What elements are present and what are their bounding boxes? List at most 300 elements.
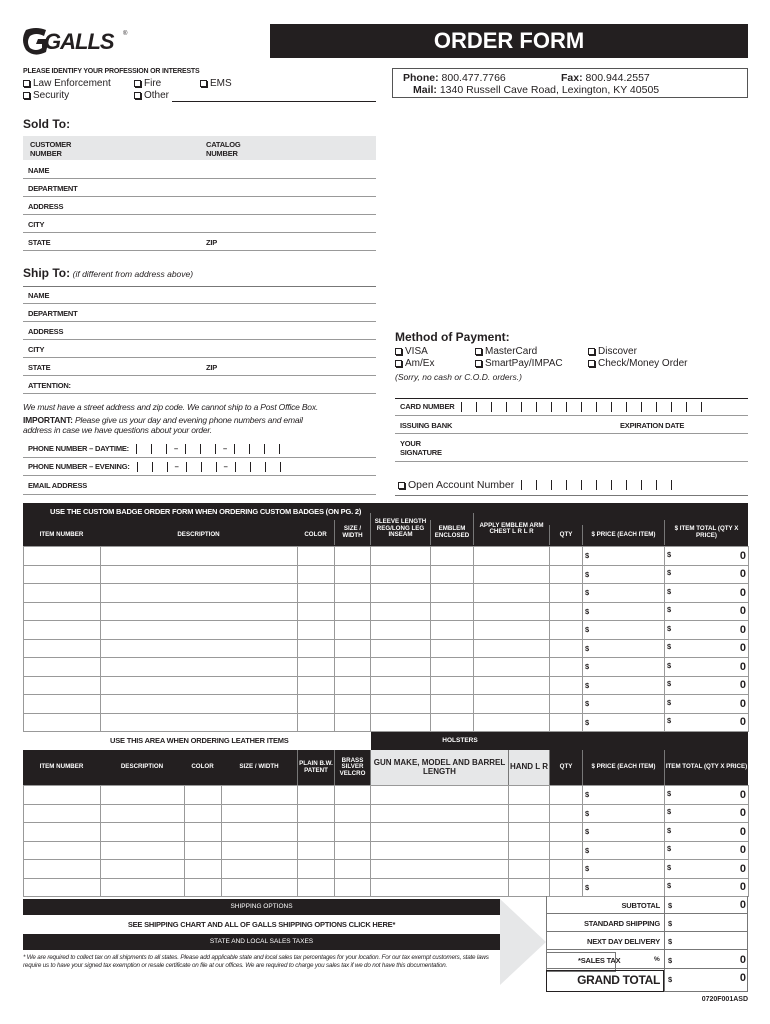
input-cell[interactable] [101, 639, 298, 658]
leather-table [23, 785, 749, 897]
input-cell[interactable] [101, 841, 185, 860]
price-cell[interactable]: $ [583, 878, 665, 897]
price-cell[interactable]: $ [583, 804, 665, 823]
input-cell[interactable] [371, 841, 509, 860]
input-cell[interactable] [335, 786, 371, 805]
ship-address-label: ADDRESS [28, 327, 64, 336]
input-cell[interactable] [550, 786, 583, 805]
lhdr-price: $ PRICE (EACH ITEM) [582, 750, 664, 785]
table-row [24, 713, 749, 732]
input-cell[interactable] [335, 860, 371, 879]
input-cell[interactable] [371, 695, 431, 714]
input-cell[interactable] [185, 860, 222, 879]
input-cell[interactable] [371, 860, 509, 879]
input-cell[interactable] [101, 565, 298, 584]
lhdr-gun: GUN MAKE, MODEL AND BARREL LENGTH [370, 750, 508, 785]
important-note: IMPORTANT: Please give us your day and evening phone numbers and email address in case we have questions about your order. [23, 415, 303, 435]
input-cell[interactable] [474, 676, 550, 695]
input-cell[interactable] [474, 695, 550, 714]
hdr-emblem: EMBLEM ENCLOSED [430, 520, 473, 545]
table-row [24, 860, 749, 879]
email-label: EMAIL ADDRESS [28, 481, 88, 490]
input-cell[interactable] [371, 676, 431, 695]
total-cell[interactable]: $ 0 [665, 621, 749, 640]
input-cell[interactable] [335, 713, 371, 732]
input-cell[interactable] [24, 621, 101, 640]
input-cell[interactable] [298, 860, 335, 879]
input-cell[interactable] [24, 602, 101, 621]
input-cell[interactable] [24, 823, 101, 842]
input-cell[interactable] [101, 658, 298, 677]
input-cell[interactable] [298, 786, 335, 805]
input-cell[interactable] [335, 841, 371, 860]
input-cell[interactable] [298, 565, 335, 584]
ship-department-field[interactable] [23, 304, 376, 322]
input-cell[interactable] [550, 658, 583, 677]
ship-attention-label: ATTENTION: [28, 381, 71, 390]
input-cell[interactable] [24, 584, 101, 603]
hdr-total: $ ITEM TOTAL (QTY X PRICE) [664, 520, 748, 545]
lhdr-qty: QTY [549, 750, 582, 785]
page-title: ORDER FORM [270, 24, 748, 58]
sales-tax-dollar: $ [668, 956, 672, 965]
input-cell[interactable] [371, 823, 509, 842]
input-cell[interactable] [474, 658, 550, 677]
input-cell[interactable] [335, 547, 371, 566]
subtotal-value: 0 [739, 899, 746, 911]
input-cell[interactable] [298, 621, 335, 640]
input-cell[interactable] [550, 565, 583, 584]
hdr-color: COLOR [297, 525, 334, 545]
input-cell[interactable] [474, 584, 550, 603]
hdr-apply-emblem: APPLY EMBLEM ARM CHEST L R L R [473, 513, 549, 545]
input-cell[interactable] [298, 602, 335, 621]
checkbox-icon [398, 482, 405, 489]
price-cell[interactable]: $ [583, 602, 665, 621]
total-cell[interactable]: $ 0 [665, 547, 749, 566]
phone-eve-label: PHONE NUMBER – EVENING: – – [28, 462, 288, 472]
input-cell[interactable] [101, 547, 298, 566]
grand-total-label: GRAND TOTAL [577, 973, 660, 987]
logo-text: GALLS [44, 29, 114, 54]
input-cell[interactable] [550, 547, 583, 566]
input-cell[interactable] [335, 878, 371, 897]
items-table [23, 546, 749, 732]
input-cell[interactable] [101, 804, 185, 823]
profession-ems[interactable]: EMS [200, 78, 232, 89]
input-cell[interactable] [371, 786, 509, 805]
table-row [24, 804, 749, 823]
input-cell[interactable] [371, 878, 509, 897]
input-cell[interactable] [550, 695, 583, 714]
form-code: 0720F001ASD [701, 996, 748, 1003]
table-row [24, 841, 749, 860]
input-cell[interactable] [222, 823, 298, 842]
input-cell[interactable] [474, 621, 550, 640]
standard-shipping-dollar: $ [668, 919, 672, 928]
price-cell[interactable]: $ [583, 823, 665, 842]
input-cell[interactable] [24, 658, 101, 677]
price-cell[interactable]: $ [583, 786, 665, 805]
phone-eve-field[interactable] [23, 458, 376, 476]
input-cell[interactable] [222, 841, 298, 860]
table-row [24, 878, 749, 897]
input-cell[interactable] [185, 823, 222, 842]
lhdr-plain: PLAIN B.W. PATENT [297, 750, 334, 785]
ship-city-field[interactable] [23, 340, 376, 358]
hdr-sleeve: SLEEVE LENGTH REG/LONG LEG INSEAM [370, 513, 430, 545]
input-cell[interactable] [509, 786, 550, 805]
input-cell[interactable] [550, 860, 583, 879]
sold-address-field[interactable] [23, 197, 376, 215]
profession-other[interactable]: Other [134, 90, 169, 101]
ship-city-label: CITY [28, 345, 45, 354]
input-cell[interactable] [550, 841, 583, 860]
total-cell[interactable]: $ 0 [665, 639, 749, 658]
checkbox-icon [134, 92, 141, 99]
input-cell[interactable] [431, 639, 474, 658]
input-cell[interactable] [101, 584, 298, 603]
hdr-item-number: ITEM NUMBER [23, 525, 100, 545]
input-cell[interactable] [431, 713, 474, 732]
input-cell[interactable] [185, 878, 222, 897]
checkbox-icon [200, 80, 207, 87]
issuing-bank-label: ISSUING BANK [400, 421, 453, 430]
input-cell[interactable] [298, 658, 335, 677]
price-cell[interactable]: $ [583, 841, 665, 860]
total-cell[interactable]: $ 0 [665, 695, 749, 714]
input-cell[interactable] [550, 584, 583, 603]
shipping-chart-link[interactable]: SEE SHIPPING CHART AND ALL OF GALLS SHIPPING OPTIONS CLICK HERE* [127, 920, 396, 929]
input-cell[interactable] [550, 639, 583, 658]
input-cell[interactable] [509, 841, 550, 860]
input-cell[interactable] [24, 841, 101, 860]
lhdr-brass: BRASS SILVER VELCRO [334, 750, 370, 785]
nextday-dollar: $ [668, 937, 672, 946]
other-field[interactable] [172, 101, 376, 102]
input-cell[interactable] [298, 695, 335, 714]
ship-attention-field[interactable] [23, 376, 376, 394]
pay-discover[interactable]: Discover [588, 346, 637, 357]
input-cell[interactable] [101, 878, 185, 897]
input-cell[interactable] [101, 602, 298, 621]
ship-name-field[interactable] [23, 286, 376, 304]
ship-department-label: DEPARTMENT [28, 309, 78, 318]
checkbox-icon [395, 360, 402, 367]
input-cell[interactable] [371, 658, 431, 677]
lhdr-size: SIZE / WIDTH [221, 750, 297, 785]
input-cell[interactable] [371, 547, 431, 566]
sales-tax-label: *SALES TAX [578, 956, 621, 965]
input-cell[interactable] [101, 676, 298, 695]
price-cell[interactable]: $ [583, 695, 665, 714]
input-cell[interactable] [298, 639, 335, 658]
input-cell[interactable] [335, 823, 371, 842]
profession-security[interactable]: Security [23, 90, 69, 101]
input-cell[interactable] [222, 786, 298, 805]
input-cell[interactable] [431, 565, 474, 584]
checkbox-icon [475, 348, 482, 355]
checkbox-icon [23, 80, 30, 87]
input-cell[interactable] [222, 860, 298, 879]
sold-address-label: ADDRESS [28, 202, 64, 211]
price-cell[interactable]: $ [583, 639, 665, 658]
grand-total-value: 0 [739, 972, 746, 984]
state-tax-bar: STATE AND LOCAL SALES TAXES [23, 934, 500, 950]
ship-state-field[interactable] [23, 358, 376, 376]
sold-name-label: NAME [28, 166, 50, 175]
custom-badge-banner: USE THE CUSTOM BADGE ORDER FORM WHEN ORDERING CUSTOM BADGES (ON PG. 2) [50, 507, 362, 516]
sales-tax-value: 0 [739, 954, 746, 966]
card-number-field[interactable] [395, 398, 748, 416]
input-cell[interactable] [298, 804, 335, 823]
input-cell[interactable] [550, 621, 583, 640]
input-cell[interactable] [298, 584, 335, 603]
signature-field[interactable] [395, 434, 748, 462]
table-row [24, 676, 749, 695]
input-cell[interactable] [24, 878, 101, 897]
price-cell[interactable]: $ [583, 547, 665, 566]
hdr-description: DESCRIPTION [100, 525, 297, 545]
price-cell[interactable]: $ [583, 584, 665, 603]
input-cell[interactable] [371, 621, 431, 640]
input-cell[interactable] [24, 804, 101, 823]
input-cell[interactable] [298, 713, 335, 732]
table-row [24, 823, 749, 842]
payment-title: Method of Payment: [395, 330, 510, 344]
input-cell[interactable] [431, 621, 474, 640]
checkbox-icon [23, 92, 30, 99]
input-cell[interactable] [431, 547, 474, 566]
total-cell[interactable]: $ 0 [665, 676, 749, 695]
standard-shipping-label: STANDARD SHIPPING [583, 919, 660, 928]
input-cell[interactable] [431, 658, 474, 677]
total-cell[interactable]: $ 0 [665, 713, 749, 732]
input-cell[interactable] [222, 804, 298, 823]
input-cell[interactable] [371, 602, 431, 621]
price-cell[interactable]: $ [583, 658, 665, 677]
input-cell[interactable] [509, 878, 550, 897]
pay-check[interactable]: Check/Money Order [588, 358, 687, 369]
input-cell[interactable] [335, 602, 371, 621]
input-cell[interactable] [371, 639, 431, 658]
hdr-qty: QTY [549, 525, 582, 545]
sold-zip-label: ZIP [206, 238, 218, 247]
checkbox-icon [588, 360, 595, 367]
sold-city-field[interactable] [23, 215, 376, 233]
input-cell[interactable] [24, 695, 101, 714]
input-cell[interactable] [24, 565, 101, 584]
nextday-label: NEXT DAY DELIVERY [586, 937, 660, 946]
sold-department-field[interactable] [23, 179, 376, 197]
checkbox-icon [395, 348, 402, 355]
table-row [24, 584, 749, 603]
input-cell[interactable] [431, 602, 474, 621]
checkbox-icon [588, 348, 595, 355]
input-cell[interactable] [185, 804, 222, 823]
profession-heading: PLEASE IDENTIFY YOUR PROFESSION OR INTERESTS [23, 68, 200, 75]
ship-zip-label: ZIP [206, 363, 218, 372]
ship-state-label: STATE [28, 363, 51, 372]
input-cell[interactable] [474, 547, 550, 566]
sold-name-field[interactable] [23, 161, 376, 179]
phone-day-field[interactable] [23, 440, 376, 458]
expiration-label: EXPIRATION DATE [620, 421, 685, 430]
price-cell[interactable]: $ [583, 713, 665, 732]
input-cell[interactable] [101, 860, 185, 879]
customer-number-label: CUSTOMER NUMBER [30, 140, 72, 158]
table-row [24, 602, 749, 621]
input-cell[interactable] [509, 860, 550, 879]
input-cell[interactable] [185, 841, 222, 860]
totals-box [546, 896, 748, 992]
input-cell[interactable] [101, 713, 298, 732]
table-row [24, 621, 749, 640]
price-cell[interactable]: $ [583, 860, 665, 879]
price-cell[interactable]: $ [583, 565, 665, 584]
input-cell[interactable] [474, 713, 550, 732]
input-cell[interactable] [550, 878, 583, 897]
input-cell[interactable] [101, 786, 185, 805]
profession-fire[interactable]: Fire [134, 78, 161, 89]
input-cell[interactable] [474, 565, 550, 584]
total-cell[interactable]: $ 0 [665, 841, 749, 860]
input-cell[interactable] [101, 695, 298, 714]
leather-banner: USE THIS AREA WHEN ORDERING LEATHER ITEMS [110, 736, 289, 745]
total-cell[interactable]: $ 0 [665, 584, 749, 603]
input-cell[interactable] [298, 841, 335, 860]
table-row [24, 786, 749, 805]
input-cell[interactable] [550, 713, 583, 732]
pay-visa[interactable]: VISA [395, 346, 428, 357]
signature-label: YOUR SIGNATURE [400, 439, 442, 457]
input-cell[interactable] [474, 639, 550, 658]
table-row [24, 547, 749, 566]
input-cell[interactable] [24, 639, 101, 658]
input-cell[interactable] [185, 786, 222, 805]
lhdr-item-number: ITEM NUMBER [23, 750, 100, 785]
input-cell[interactable] [371, 804, 509, 823]
hdr-price: $ PRICE (EACH ITEM) [582, 525, 664, 545]
input-cell[interactable] [335, 658, 371, 677]
ship-address-field[interactable] [23, 322, 376, 340]
total-cell[interactable]: $ 0 [665, 565, 749, 584]
ship-name-label: NAME [28, 291, 50, 300]
input-cell[interactable] [335, 621, 371, 640]
input-cell[interactable] [298, 547, 335, 566]
catalog-number-label: CATALOG NUMBER [206, 140, 241, 158]
sold-state-field[interactable] [23, 233, 376, 251]
input-cell[interactable] [24, 676, 101, 695]
input-cell[interactable] [371, 584, 431, 603]
pay-smartpay[interactable]: SmartPay/IMPAC [475, 358, 563, 369]
table-row [24, 565, 749, 584]
input-cell[interactable] [298, 676, 335, 695]
phone-number: 800.477.7766 [441, 72, 506, 84]
input-cell[interactable] [298, 823, 335, 842]
shipping-options-bar: SHIPPING OPTIONS [23, 899, 500, 915]
input-cell[interactable] [431, 676, 474, 695]
open-account[interactable]: Open Account Number [398, 479, 679, 491]
input-cell[interactable] [431, 584, 474, 603]
input-cell[interactable] [222, 878, 298, 897]
input-cell[interactable] [101, 621, 298, 640]
pay-mastercard[interactable]: MasterCard [475, 346, 537, 357]
payment-note: (Sorry, no cash or C.O.D. orders.) [395, 372, 522, 382]
input-cell[interactable] [24, 786, 101, 805]
profession-law[interactable]: Law Enforcement [23, 78, 111, 89]
email-field[interactable] [23, 477, 376, 495]
input-cell[interactable] [24, 547, 101, 566]
pay-amex[interactable]: Am/Ex [395, 358, 434, 369]
total-cell[interactable]: $ 0 [665, 602, 749, 621]
input-cell[interactable] [550, 602, 583, 621]
subtotal-label: SUBTOTAL [621, 901, 660, 910]
sales-tax-pct: % [654, 956, 660, 963]
phone-day-label: PHONE NUMBER – DAYTIME: – – [28, 444, 287, 454]
fax-number: 800.944.2557 [585, 72, 650, 84]
mail-address: 1340 Russell Cave Road, Lexington, KY 40505 [439, 84, 660, 96]
grand-total-dollar: $ [668, 975, 672, 984]
input-cell[interactable] [474, 602, 550, 621]
card-number-label: CARD NUMBER [400, 402, 709, 412]
price-cell[interactable]: $ [583, 621, 665, 640]
input-cell[interactable] [335, 804, 371, 823]
input-cell[interactable] [298, 878, 335, 897]
input-cell[interactable] [550, 804, 583, 823]
input-cell[interactable] [509, 804, 550, 823]
galls-logo: GALLS ® [22, 26, 132, 58]
subtotal-dollar: $ [668, 901, 672, 910]
total-cell[interactable]: $ 0 [665, 860, 749, 879]
total-cell[interactable]: $ 0 [665, 786, 749, 805]
sold-state-label: STATE [28, 238, 51, 247]
input-cell[interactable] [335, 565, 371, 584]
lhdr-description: DESCRIPTION [100, 750, 184, 785]
hdr-size: SIZE / WIDTH [334, 520, 370, 545]
input-cell[interactable] [431, 695, 474, 714]
sold-city-label: CITY [28, 220, 45, 229]
total-cell[interactable]: $ 0 [665, 823, 749, 842]
street-note: We must have a street address and zip code. We cannot ship to a Post Office Box. [23, 402, 319, 412]
total-cell[interactable]: $ 0 [665, 658, 749, 677]
tax-note: * We are required to collect tax on all shipments to all states. Please add applicable state and local sales tax percentages for your location. For our tax exempt customers, state laws require us to have your signed tax exemption or resale certificate on file at our offices. We are required to charge you sales tax if we do not have this documentation. [23, 954, 489, 969]
issuing-bank-field[interactable] [395, 416, 748, 434]
input-cell[interactable] [335, 676, 371, 695]
input-cell[interactable] [24, 713, 101, 732]
input-cell[interactable] [550, 823, 583, 842]
price-cell[interactable]: $ [583, 676, 665, 695]
input-cell[interactable] [101, 823, 185, 842]
input-cell[interactable] [335, 695, 371, 714]
lhdr-color: COLOR [184, 750, 221, 785]
lhdr-hand: HAND L R [508, 750, 549, 785]
total-cell[interactable]: $ 0 [665, 804, 749, 823]
ship-to-title: Ship To: (if different from address above) [23, 266, 194, 280]
input-cell[interactable] [371, 713, 431, 732]
total-cell[interactable]: $ 0 [665, 878, 749, 897]
checkbox-icon [475, 360, 482, 367]
input-cell[interactable] [24, 860, 101, 879]
table-row [24, 658, 749, 677]
input-cell[interactable] [509, 823, 550, 842]
contact-box: Phone: 800.477.7766 Fax: 800.944.2557 Mail: 1340 Russell Cave Road, Lexington, KY 40505 [392, 68, 748, 98]
input-cell[interactable] [371, 565, 431, 584]
input-cell[interactable] [335, 639, 371, 658]
sold-to-title: Sold To: [23, 117, 71, 131]
input-cell[interactable] [550, 676, 583, 695]
input-cell[interactable] [335, 584, 371, 603]
